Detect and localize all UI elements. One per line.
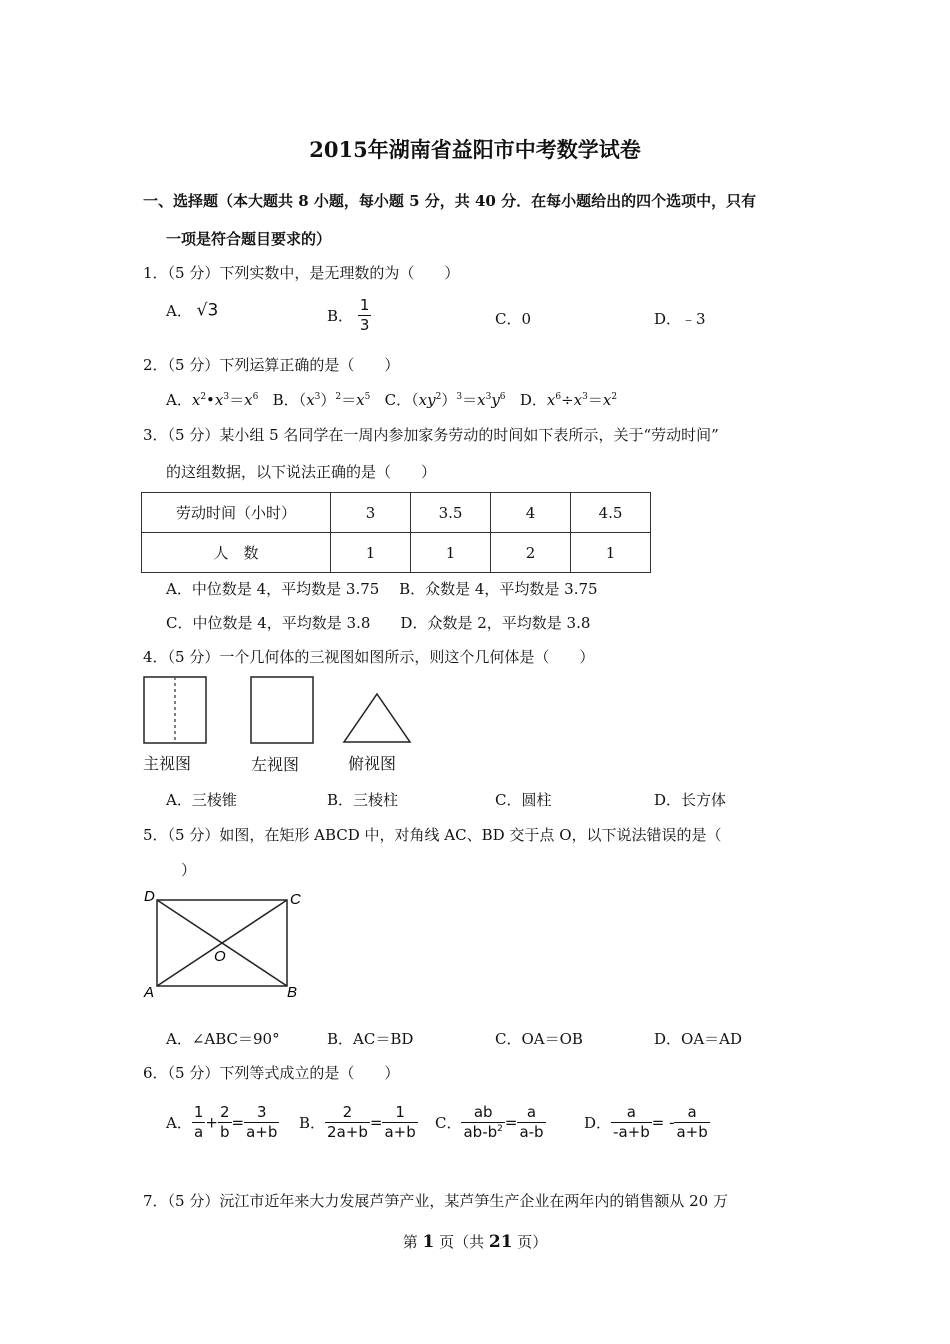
- top-view-label: 俯视图: [348, 754, 397, 773]
- q4-option-b: B．三棱柱: [327, 791, 399, 809]
- q2-option-c-label: C．: [384, 391, 412, 409]
- top-view-triangle: [344, 694, 410, 742]
- page-footer: [0, 1231, 950, 1252]
- q3-stem-line2: 的这组数据，以下说法正确的是（ ）: [166, 463, 437, 481]
- q3-stem-line1: 3．（5 分）某小组 5 名同学在一周内参加家务劳动的时间如下表所示，关于“劳动时间”: [143, 426, 719, 444]
- q1-option-b-label: B．: [327, 307, 354, 325]
- q6-option-c-label: C．: [435, 1114, 462, 1132]
- q2-option-a-label: A．: [166, 391, 192, 409]
- fraction-denominator: 3: [359, 316, 370, 334]
- q4-stem: 4．（5 分）一个几何体的三视图如图所示，则这个几何体是（ ）: [143, 648, 595, 666]
- q2-options: A．$x^2•x^3=x^6$ B．$(x^3)^2=x^5$ C．$(xy^2)^3=x^3y^6$ D．$x^6\div x^3=x^2$: [166, 391, 618, 409]
- side-view-rectangle: [251, 677, 313, 743]
- footer-suffix: 页）: [512, 1233, 548, 1251]
- q1-option-b-fraction: [358, 296, 372, 335]
- q1-option-c: C．0: [495, 310, 532, 328]
- q3-options-ab: A．中位数是 4，平均数是 3.75 B．众数是 4，平均数是 3.75: [166, 580, 598, 598]
- q6-stem: 6．（5 分）下列等式成立的是（ ）: [143, 1064, 400, 1082]
- front-view-label: 主视图: [143, 754, 192, 773]
- q5-option-c: C．OA＝OB: [495, 1030, 583, 1048]
- table-cell: 4: [491, 493, 571, 533]
- q5-stem-line2: ）: [181, 861, 197, 879]
- table-row: [142, 493, 651, 533]
- table-cell: 1: [571, 533, 651, 573]
- q6-option-d-label: D．: [584, 1114, 612, 1132]
- q4-option-a: A．三棱锥: [166, 791, 237, 809]
- total-pages: 21: [488, 1232, 513, 1252]
- q1-option-d: D．﹣3: [654, 310, 706, 328]
- point-label-o: O: [214, 948, 226, 965]
- q5-option-d: D．OA＝AD: [654, 1030, 743, 1048]
- q1-option-b: [327, 296, 371, 335]
- table-cell: 2: [491, 533, 571, 573]
- fraction-numerator: 1: [359, 296, 370, 314]
- q7-stem: 7．（5 分）沅江市近年来大力发展芦笋产业，某芦笋生产企业在两年内的销售额从 20 万: [143, 1192, 728, 1210]
- side-view-label: 左视图: [251, 755, 300, 774]
- q2-stem: 2．（5 分）下列运算正确的是（ ）: [143, 356, 400, 374]
- q5-rectangle-figure: [140, 884, 310, 1004]
- q2-option-d-label: D．: [519, 391, 547, 409]
- table-cell: 3: [331, 493, 411, 533]
- q5-option-a: A．∠ABC＝90°: [166, 1030, 280, 1048]
- q6-option-a-label: A．: [166, 1114, 192, 1132]
- table-cell: 劳动时间（小时）: [142, 493, 331, 533]
- q6-option-d: D． $\frac{a}{-a+b}$ = - $\frac{a}{a+b}$: [584, 1103, 708, 1141]
- point-label-b: B: [287, 984, 298, 1001]
- q6-option-a: A． $\frac{1}{a}$ + $\frac{2}{b}$ = $\frac{3}{a+b}$: [166, 1103, 278, 1141]
- footer-prefix: 第: [402, 1233, 423, 1251]
- q2-option-b-label: B．: [272, 391, 299, 409]
- q1-option-a-value: √3: [196, 300, 219, 321]
- section-heading-line2: 一项是符合题目要求的）: [166, 230, 332, 248]
- q3-options-cd: C．中位数是 4，平均数是 3.8 D．众数是 2，平均数是 3.8: [166, 614, 591, 632]
- table-cell: 人 数: [142, 533, 331, 573]
- section-heading-line1: 一、选择题（本大题共 8 小题，每小题 5 分，共 40 分．在每小题给出的四个选项中，只有: [143, 192, 757, 210]
- q1-options: [166, 300, 218, 340]
- table-row: [142, 533, 651, 573]
- q3-table: [141, 492, 651, 573]
- page-number: 1: [422, 1232, 435, 1252]
- q6-option-b: B． $\frac{2}{2a+b}$ = $\frac{1}{a+b}$: [299, 1103, 416, 1141]
- q4-option-d: D．长方体: [654, 791, 727, 809]
- table-cell: 4.5: [571, 493, 651, 533]
- table-cell: 1: [331, 533, 411, 573]
- table-cell: 3.5: [411, 493, 491, 533]
- point-label-c: C: [290, 891, 301, 908]
- point-label-a: A: [144, 984, 155, 1001]
- point-label-d: D: [144, 888, 155, 905]
- q5-option-b: B．AC＝BD: [327, 1030, 414, 1048]
- q4-option-c: C．圆柱: [495, 791, 552, 809]
- q1-stem: 1．（5 分）下列实数中，是无理数的为（ ）: [143, 264, 460, 282]
- page-title: 2015年湖南省益阳市中考数学试卷: [309, 137, 641, 162]
- table-cell: 1: [411, 533, 491, 573]
- q6-option-b-label: B．: [299, 1114, 326, 1132]
- footer-middle: 页（共: [434, 1233, 489, 1251]
- q5-stem-line1: 5．（5 分）如图，在矩形 ABCD 中，对角线 AC、BD 交于点 O，以下说法错误的是（: [143, 826, 722, 844]
- q6-option-c: C． $\frac{ab}{ab-b^2}$ = $\frac{a}{a-b}$: [435, 1103, 544, 1141]
- q1-option-a-label: A．: [166, 302, 192, 320]
